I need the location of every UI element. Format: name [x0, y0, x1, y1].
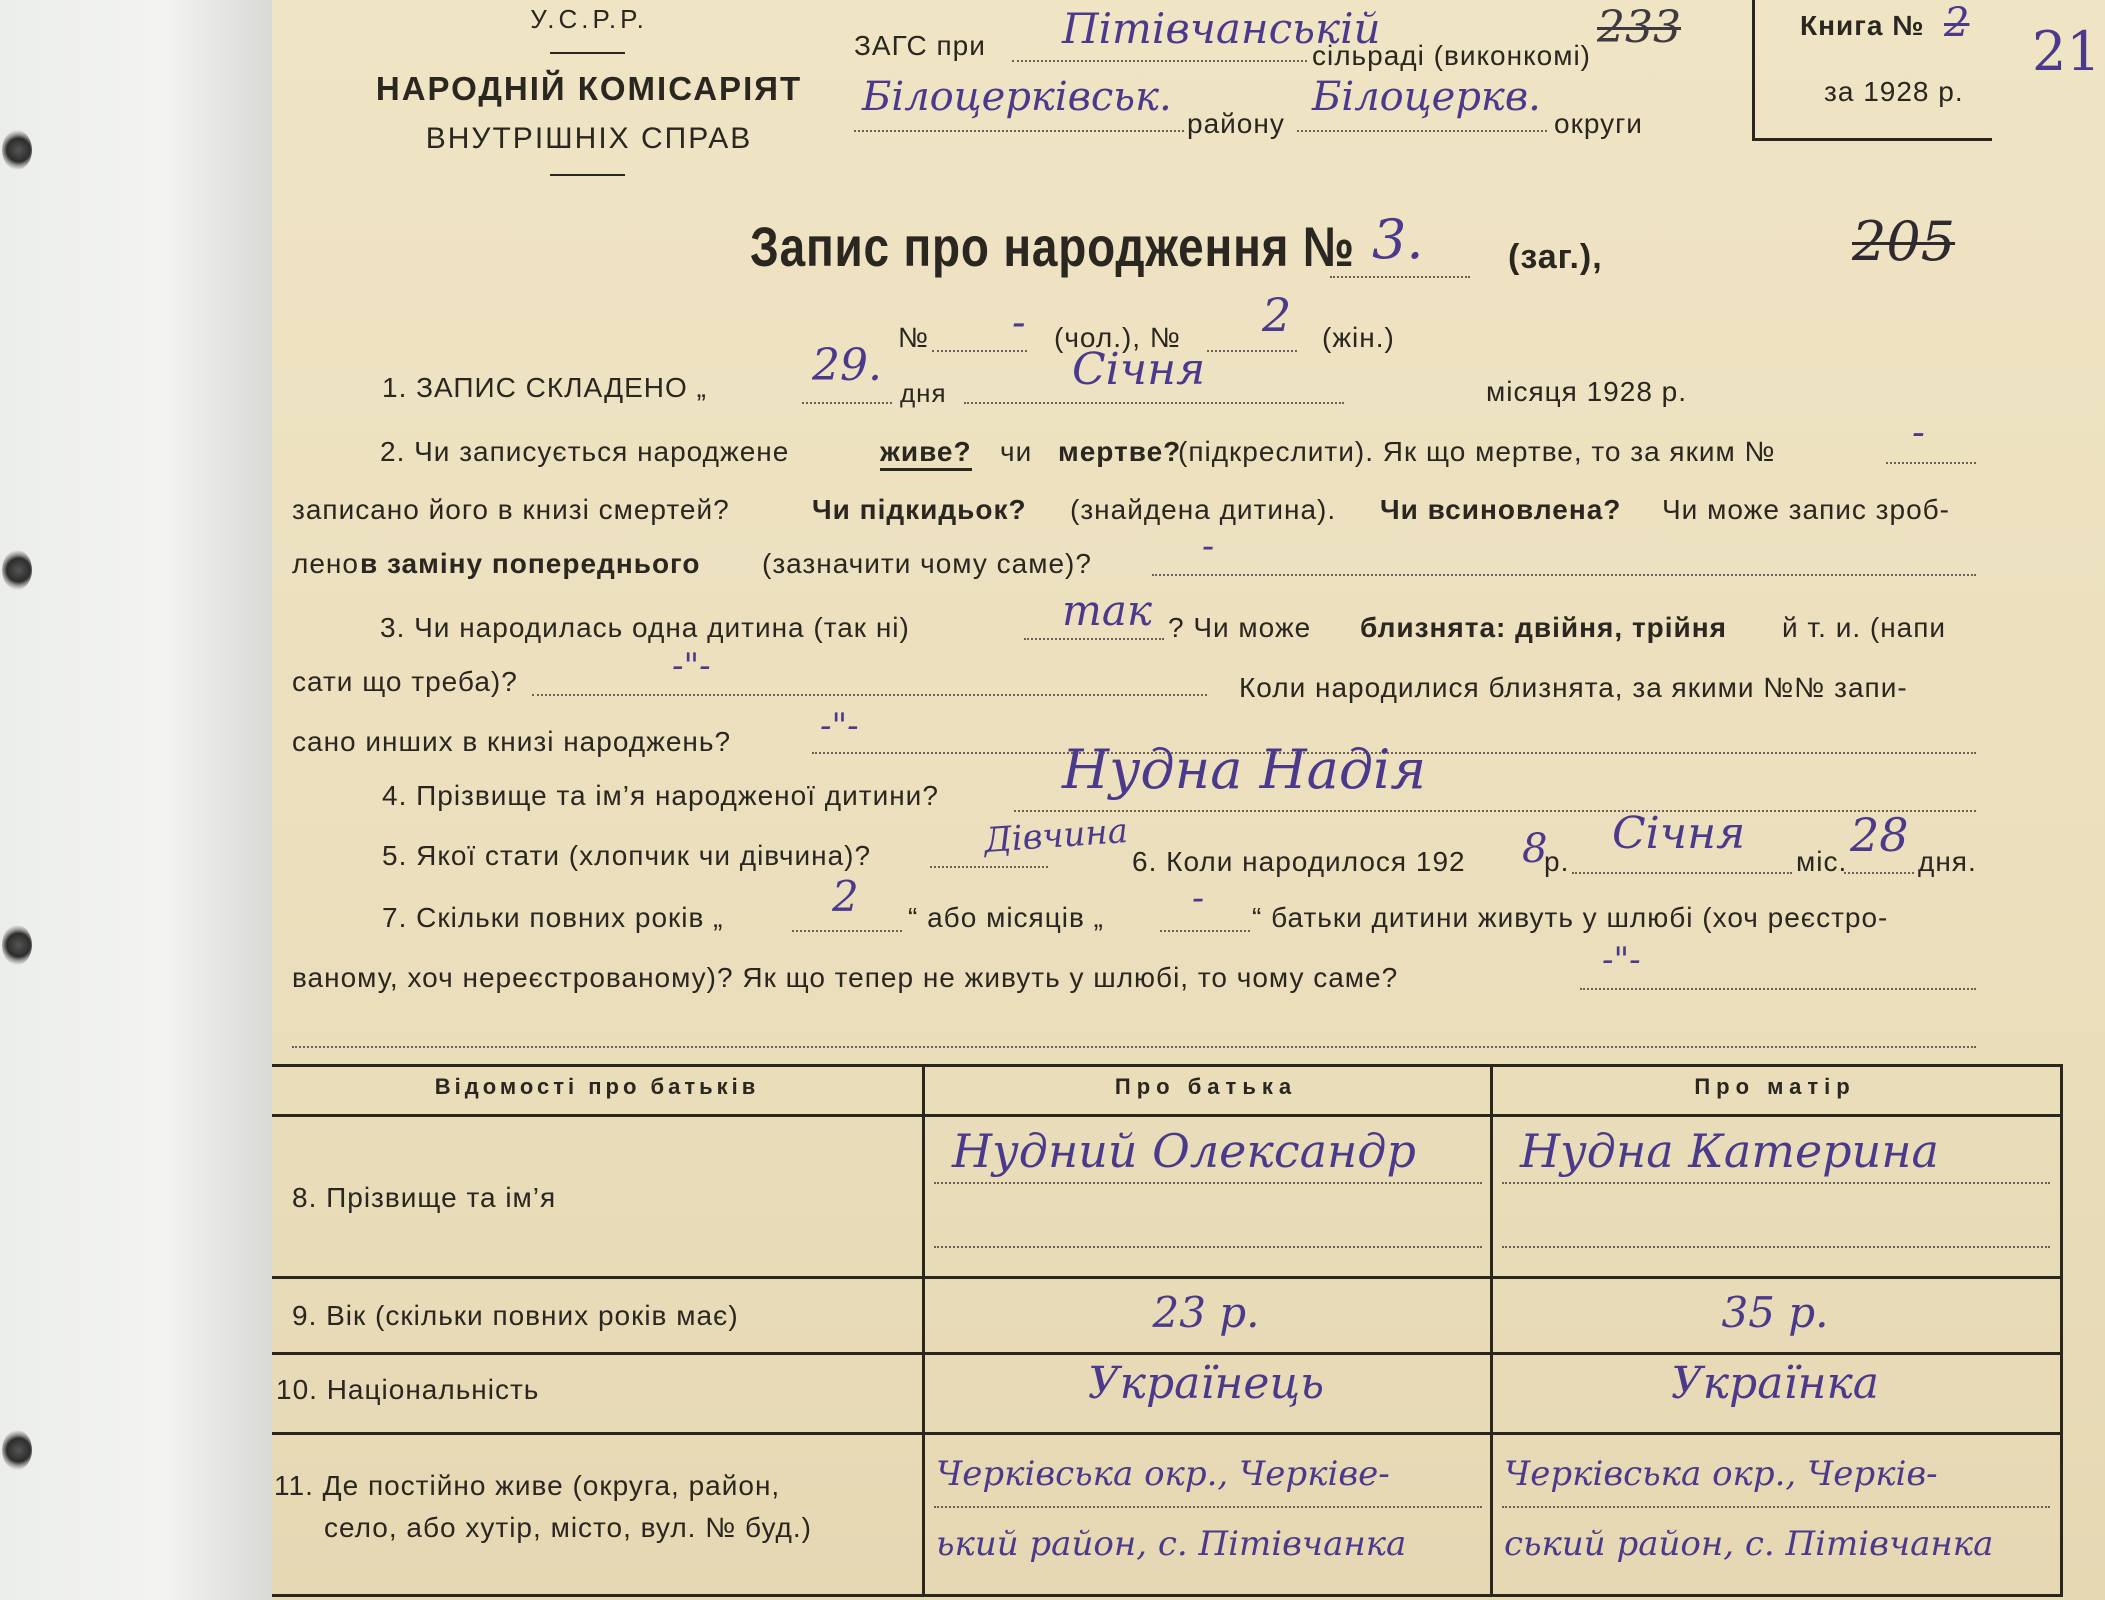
- father-address-1: Черківська окр., Черківе-: [936, 1454, 1390, 1494]
- table-border: [2060, 1064, 2063, 1597]
- item6-dnia: дня.: [1918, 846, 1977, 877]
- binder-strip: [0, 0, 272, 1600]
- zags-prefix: ЗАГС при: [854, 30, 986, 61]
- table-border: [272, 1276, 2062, 1279]
- dotted-line: [1012, 60, 1307, 62]
- dotted-line: [802, 402, 892, 404]
- item2-reason: -: [1202, 526, 1215, 567]
- item2-line1c: (підкреслити). Як що мертве, то за яким №: [1178, 436, 1776, 467]
- dotted-line: [1152, 574, 1976, 576]
- item3-line2b: Коли народилися близнята, за якими №№ запи-: [1239, 672, 1908, 703]
- child-sex: Дівчина: [982, 811, 1130, 861]
- dotted-line: [1014, 810, 1976, 812]
- dotted-line: [1207, 350, 1297, 352]
- father-age: 23 р.: [1152, 1288, 1260, 1337]
- book-box-border: [1752, 138, 1992, 141]
- item7-label-b: “ або місяців „: [908, 902, 1104, 933]
- republic-label: У.С.Р.Р.: [530, 4, 648, 34]
- dotted-line: [1572, 872, 1792, 874]
- item7-label-a: 7. Скільки повних років „: [382, 902, 724, 933]
- book-year: за 1928 р.: [1824, 76, 1964, 107]
- female-label: (жін.): [1322, 322, 1395, 353]
- zags-village: Пітівчанській: [1062, 4, 1381, 53]
- item2-line1b: чи: [1000, 436, 1033, 467]
- item3-line1c: й т. и. (напи: [1782, 612, 1947, 643]
- dotted-line: [1297, 130, 1547, 132]
- book-number: 2: [1944, 0, 1970, 46]
- table-border: [922, 1064, 925, 1597]
- dotted-line: [1886, 462, 1976, 464]
- commissariat-title: НАРОДНІЙ КОМІСАРІЯТ: [375, 70, 803, 107]
- col-header-mother: Про матір: [1694, 1074, 1856, 1099]
- dotted-line: [964, 402, 1344, 404]
- row-nationality-label: 10. Національність: [276, 1374, 540, 1405]
- table-border: [272, 1432, 2062, 1435]
- item6-mis: міс.: [1796, 846, 1848, 877]
- dotted-line: [934, 1246, 1482, 1248]
- table-border: [272, 1064, 2062, 1067]
- punch-hole: [2, 1430, 32, 1470]
- father-nationality: Українець: [1087, 1358, 1325, 1409]
- item2-line2a: записано його в книзі смертей?: [292, 494, 730, 525]
- col-header-father: Про батька: [1114, 1074, 1298, 1099]
- dotted-line: [1330, 276, 1470, 278]
- punch-hole: [2, 925, 32, 965]
- col-header-info: Відомості про батьків: [434, 1074, 760, 1099]
- okruha: Білоцеркв.: [1312, 74, 1541, 120]
- okruha-label: округи: [1554, 108, 1643, 139]
- item6-label: 6. Коли народилося 192: [1132, 846, 1466, 877]
- item1-day: 29.: [812, 340, 882, 391]
- mother-address-1: Черківська окр., Черків-: [1504, 1454, 1938, 1494]
- item1-month: Січня: [1072, 344, 1206, 395]
- divider: [550, 174, 625, 176]
- mother-nationality: Українка: [1670, 1358, 1880, 1409]
- district: Білоцерківськ.: [862, 74, 1172, 120]
- row-name-label: 8. Прізвище та ім’я: [292, 1182, 557, 1213]
- mother-name: Нудна Катерина: [1520, 1124, 1939, 1178]
- struck-number: 205: [1852, 210, 1956, 273]
- father-name: Нудний Олександр: [952, 1124, 1416, 1178]
- record-title: Запис про народження №: [750, 215, 1355, 278]
- item3-line1a: 3. Чи народилась одна дитина (так ні): [380, 612, 910, 643]
- raion-label: району: [1187, 108, 1285, 139]
- page-corner-number: 21: [2032, 20, 2101, 83]
- no-label: №: [898, 322, 930, 353]
- item1-day-label: дня: [900, 378, 947, 408]
- table-border: [272, 1352, 2062, 1355]
- item2-line3a: лено: [292, 548, 359, 579]
- female-number: 2: [1262, 288, 1292, 342]
- table-border: [272, 1114, 2062, 1117]
- dotted-line: [1160, 930, 1250, 932]
- item2-line2c: Чи може запис зроб-: [1662, 494, 1951, 525]
- item3-twins-answer: -"-: [672, 646, 711, 686]
- mother-address-2: ський район, с. Пітівчанка: [1504, 1524, 1994, 1564]
- corner-number: 233: [1597, 2, 1681, 53]
- dotted-line: [1844, 872, 1914, 874]
- child-name: Нудна Надія: [1062, 738, 1427, 801]
- dotted-line: [292, 1046, 1976, 1048]
- record-number: 3.: [1372, 208, 1424, 271]
- dotted-line: [930, 866, 1048, 868]
- table-border: [1490, 1064, 1493, 1597]
- marriage-months: -: [1192, 878, 1205, 919]
- item2-replace: в заміну попереднього: [360, 548, 701, 579]
- item6-r: р.: [1544, 846, 1570, 877]
- divider: [550, 52, 625, 54]
- book-label: Книга №: [1800, 10, 1925, 41]
- dotted-line: [1024, 638, 1164, 640]
- item7-label-c: “ батьки дитини живуть у шлюбі (хоч реєстро-: [1252, 902, 1889, 933]
- dotted-line: [532, 694, 1207, 696]
- item4-label: 4. Прізвище та ім’я народженої дитини?: [382, 780, 939, 811]
- birth-day: 28: [1850, 808, 1909, 862]
- item2-line2b: (знайдена дитина).: [1070, 494, 1337, 525]
- item1-label: 1. ЗАПИС СКЛАДЕНО „: [382, 372, 707, 403]
- dotted-line: [792, 930, 902, 932]
- marriage-years: 2: [832, 872, 859, 921]
- row-address-label-1: 11. Де постійно живе (округа, район,: [274, 1470, 781, 1501]
- birth-year-digit: 8: [1522, 826, 1548, 872]
- item3-other-numbers: -"-: [820, 706, 859, 746]
- male-number: -: [1012, 300, 1026, 346]
- dotted-line: [934, 1182, 1482, 1184]
- dotted-line: [934, 1506, 1482, 1508]
- item2-number: -: [1912, 410, 1925, 454]
- dotted-line: [1502, 1182, 2050, 1184]
- item3-twins: близнята: двійня, трійня: [1360, 612, 1727, 643]
- item2-line3b: (зазначити чому саме)?: [762, 548, 1092, 579]
- selrada-label: сільраді (виконкомі): [1312, 40, 1591, 71]
- birth-month: Січня: [1612, 808, 1746, 859]
- item3-line2a: сати що треба)?: [292, 666, 518, 697]
- dotted-line: [854, 130, 1184, 132]
- birth-record-page: [272, 0, 2105, 1600]
- row-address-label-2: село, або хутір, місто, вул. № буд.): [324, 1512, 812, 1543]
- item2-dead: мертве?: [1058, 436, 1182, 467]
- item3-line3a: сано инших в книзі народжень?: [292, 726, 732, 757]
- mother-age: 35 р.: [1721, 1288, 1829, 1337]
- item2-found: Чи підкидьок?: [812, 494, 1027, 525]
- punch-hole: [2, 130, 32, 170]
- item1-tail: місяця 1928 р.: [1486, 376, 1688, 407]
- punch-hole: [2, 550, 32, 590]
- item7-line2: ваному, хоч нереєстрованому)? Як що тепер не живуть у шлюбі, то чому саме?: [292, 962, 1399, 993]
- dotted-line: [932, 350, 1027, 352]
- male-label: (чол.), №: [1054, 322, 1181, 353]
- dotted-line: [1580, 988, 1976, 990]
- dotted-line: [1502, 1246, 2050, 1248]
- dotted-line: [1502, 1506, 2050, 1508]
- item3-line1b: ? Чи може: [1168, 612, 1312, 643]
- item2-alive: живе?: [880, 436, 972, 471]
- commissariat-subtitle: ВНУТРІШНІХ СПРАВ: [425, 122, 753, 155]
- row-age-label: 9. Вік (скільки повних років має): [292, 1300, 739, 1331]
- item2-line1a: 2. Чи записується народжене: [380, 436, 790, 467]
- item2-adopted: Чи всиновлена?: [1380, 494, 1622, 525]
- item7-reason: -"-: [1602, 940, 1641, 980]
- item5-label: 5. Якої стати (хлопчик чи дівчина)?: [382, 840, 872, 871]
- item3-yes: так: [1062, 586, 1152, 635]
- father-address-2: ький район, с. Пітівчанка: [936, 1524, 1407, 1564]
- table-border: [272, 1594, 2062, 1597]
- record-suffix: (заг.),: [1508, 238, 1603, 276]
- book-box-border: [1752, 0, 1755, 140]
